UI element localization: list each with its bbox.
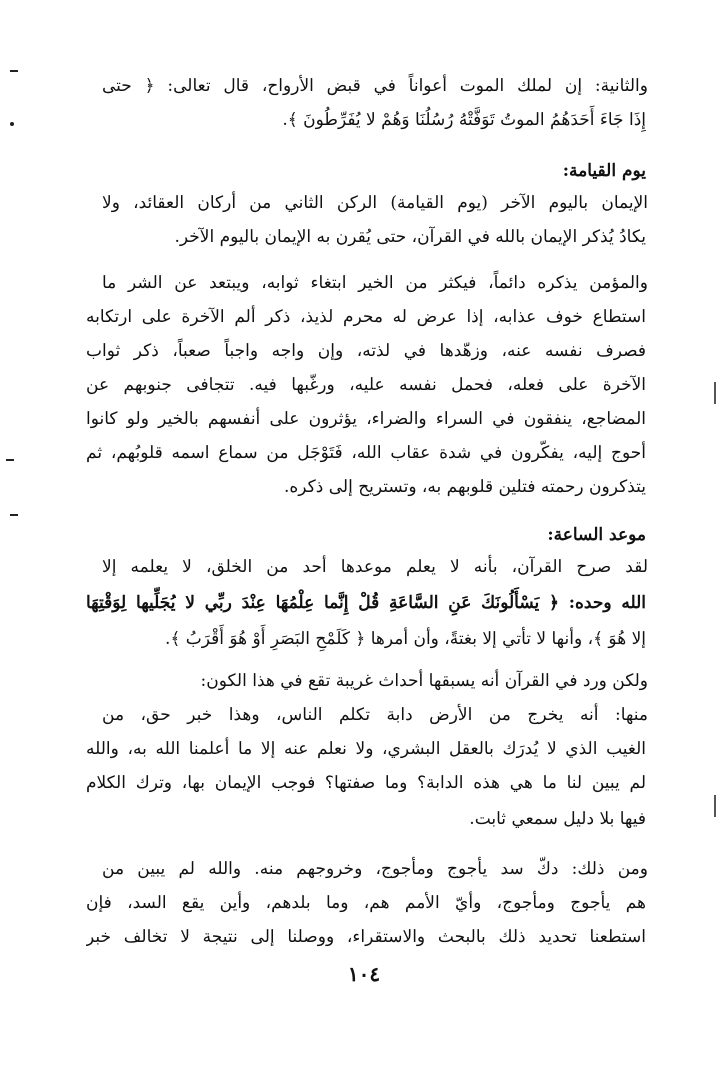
text-line: والمؤمن يذكره دائماً، فيكثر من الخير ابتغاء ثوابه، ويبتعد عن الشر ما xyxy=(102,273,648,293)
text-line: إلا هُوَ ﴾، وأنها لا تأتي إلا بغتةً، وأن أمرها ﴿ كَلَمْحِ البَصَرِ أَوْ هُوَ أَقْرَبُ ﴾. xyxy=(164,629,646,649)
margin-mark xyxy=(714,795,716,817)
text-line: والثانية: إن لملك الموت أعواناً في قبض الأرواح، قال تعالى: ﴿ حتى xyxy=(102,76,648,96)
text-line: فصرف نفسه عنه، وزهّدها في لذته، وإن واجه واجباً صعباً، ذكر ثواب xyxy=(86,341,646,361)
text-line: لم يبين لنا ما هي هذه الدابة؟ وما صفتها؟ فوجب الإيمان بها، وترك الكلام xyxy=(86,773,646,793)
page-number: ١٠٤ xyxy=(347,962,381,986)
margin-mark xyxy=(10,70,18,72)
text-line: يتذكرون رحمته فتلين قلوبهم به، وتستريح إلى ذكره. xyxy=(283,477,646,497)
text-line: ومن ذلك: دكّ سد يأجوج ومأجوج، وخروجهم منه. والله لم يبين من xyxy=(102,859,648,879)
text-line: الغيب الذي لا يُدرَك بالعقل البشري، ولا نعلم عنه إلا ما أعلمنا الله به، والله xyxy=(86,739,646,759)
text-line: إِذَا جَاءَ أَحَدَهُمُ الموتُ تَوَفَّتْهُ رُسُلُنَا وَهُمْ لا يُفَرِّطُونَ ﴾. xyxy=(282,110,646,130)
text-line: ولكن ورد في القرآن أنه يسبقها أحداث غريبة تقع في هذا الكون: xyxy=(200,671,648,691)
text-line: منها: أنه يخرج من الأرض دابة تكلم الناس، وهذا خبر حق، من xyxy=(102,705,648,725)
margin-dot xyxy=(10,122,14,126)
text-line: هم يأجوج ومأجوج، وأيّ الأمم هم، وما بلدهم، وأين يقع السد، فإن xyxy=(86,893,646,913)
text-line: الآخرة على فعله، فحمل نفسه عليه، ورغّبها فيه. تتجافى جنوبهم عن xyxy=(86,375,646,395)
text-line: لقد صرح القرآن، بأنه لا يعلم موعدها أحد من الخلق، لا يعلمه إلا xyxy=(102,557,648,577)
section-heading: يوم القيامة: xyxy=(562,161,646,181)
text-line: استطعنا تحديد ذلك بالبحث والاستقراء، ووصلنا إلى نتيجة لا تخالف خبر xyxy=(86,927,646,947)
margin-mark xyxy=(6,459,14,461)
text-line: الإيمان باليوم الآخر (يوم القيامة) الركن الثاني من أركان العقائد، ولا xyxy=(102,193,648,213)
text-line: الله وحده: ﴿ يَسْأَلُونَكَ عَنِ السَّاعَةِ قُلْ إِنَّما عِلْمُهَا عِنْدَ ربِّي لا يُجَلِّيها لِوَقْتِهَا xyxy=(86,593,646,613)
text-line: المضاجع، ينفقون في السراء والضراء، يؤثرون على أنفسهم بالخير ولو كانوا xyxy=(86,409,646,429)
text-line: يكادُ يُذكر الإيمان بالله في القرآن، حتى يُقرن به الإيمان باليوم الآخر. xyxy=(174,227,646,247)
text-line: أحوج إليه، يفكّرون في شدة عقاب الله، فَتَوْجَل من سماع اسمه قلوبُهم، ثم xyxy=(86,443,646,463)
section-heading: موعد الساعة: xyxy=(547,525,646,545)
text-line: استطاع خوف عذابه، إذا عرض له محرم لذيذ، ذكر ألم الآخرة على ارتكابه xyxy=(86,307,646,327)
margin-mark xyxy=(714,382,716,404)
text-line: فيها بلا دليل سمعي ثابت. xyxy=(469,809,646,829)
margin-mark xyxy=(10,514,18,516)
